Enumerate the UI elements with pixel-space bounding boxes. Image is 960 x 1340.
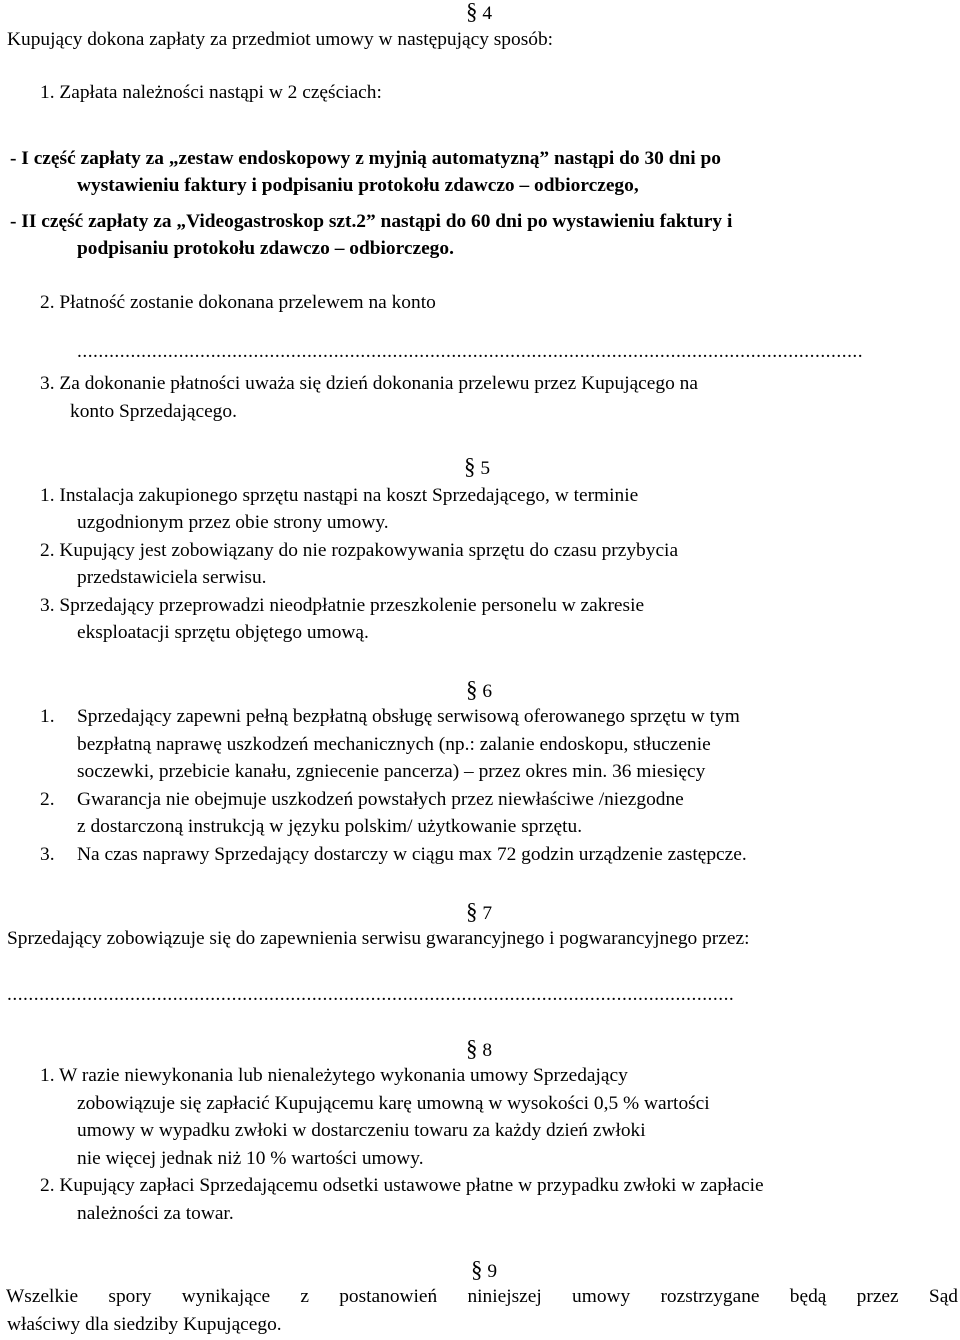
s8-item-1-line-2: zobowiązuje się zapłacić Kupującemu karę umowną w wysokości 0,5 % wartości — [77, 1093, 710, 1114]
s6-item-3-line-1: Na czas naprawy Sprzedający dostarczy w ciągu max 72 godzin urządzenie zastępcze. — [77, 844, 747, 865]
service-provider-placeholder: ........................................................................................................................................ — [7, 985, 735, 1005]
s9-line-1: Wszelkie spory wynikające z postanowień niniejszej umowy rozstrzygane będą przez Sąd — [6, 1286, 958, 1307]
s6-item-1-line-2: bezpłatną naprawę uszkodzeń mechanicznych (np.: zalanie endoskopu, stłuczenie — [77, 734, 711, 755]
s4-dash-1-line-1: - I część zapłaty za „zestaw endoskopowy z myjnią automatyzną” nastąpi do 30 dni po — [10, 148, 721, 169]
s4-dash-2-line-2: podpisaniu protokołu zdawczo – odbiorczego. — [77, 238, 454, 259]
s6-item-2-number: 2. — [40, 789, 55, 810]
s4-item-3-line-1: 3. Za dokonanie płatności uważa się dzień dokonania przelewu przez Kupującego na — [40, 373, 698, 394]
section-number: 4 — [482, 3, 493, 24]
s5-item-3-line-1: 3. Sprzedający przeprowadzi nieodpłatnie przeszkolenie personelu w zakresie — [40, 595, 645, 616]
section-number: 5 — [480, 458, 491, 479]
section-heading-7 — [466, 900, 492, 923]
section-number: 9 — [487, 1261, 498, 1282]
s4-item-2: 2. Płatność zostanie dokonana przelewem na konto — [40, 292, 436, 313]
section-number: 7 — [482, 903, 493, 924]
section-symbol: § — [466, 1036, 478, 1061]
s4-intro: Kupujący dokona zapłaty za przedmiot umowy w następujący sposób: — [7, 29, 554, 50]
s6-item-1-line-1: Sprzedający zapewni pełną bezpłatną obsługę serwisową oferowanego sprzętu w tym — [77, 706, 740, 727]
section-symbol: § — [466, 899, 478, 924]
s4-dash-2-line-1: - II część zapłaty za „Videogastroskop szt.2” nastąpi do 60 dni po wystawieniu faktury i — [10, 211, 733, 232]
s8-item-2-line-2: należności za towar. — [77, 1203, 234, 1224]
s5-item-3-line-2: eksploatacji sprzętu objętego umową. — [77, 622, 369, 643]
section-symbol: § — [466, 677, 478, 702]
s6-item-1-line-3: soczewki, przebicie kanału, zgniecenie pancerza) – przez okres min. 36 miesięcy — [77, 761, 706, 782]
section-heading-4 — [466, 0, 492, 23]
section-heading-9 — [471, 1258, 497, 1281]
account-number-placeholder: ................................................................................................................................................... — [77, 342, 864, 362]
section-heading-5 — [464, 455, 490, 478]
s7-line-1: Sprzedający zobowiązuje się do zapewnienia serwisu gwarancyjnego i pogwarancyjnego przez: — [7, 928, 750, 949]
section-heading-6 — [466, 678, 492, 701]
s8-item-1-line-1: 1. W razie niewykonania lub nienależytego wykonania umowy Sprzedający — [40, 1065, 628, 1086]
s5-item-1-line-1: 1. Instalacja zakupionego sprzętu nastąpi na koszt Sprzedającego, w terminie — [40, 485, 639, 506]
s4-dash-1-line-2: wystawieniu faktury i podpisaniu protokołu zdawczo – odbiorczego, — [77, 175, 639, 196]
s6-item-1-number: 1. — [40, 706, 55, 727]
s8-item-2-line-1: 2. Kupujący zapłaci Sprzedającemu odsetki ustawowe płatne w przypadku zwłoki w zapłacie — [40, 1175, 764, 1196]
section-number: 6 — [482, 681, 493, 702]
section-symbol: § — [464, 454, 476, 479]
section-symbol: § — [466, 0, 478, 24]
s6-item-2-line-2: z dostarczoną instrukcją w języku polskim/ użytkowanie sprzętu. — [77, 816, 583, 837]
s5-item-1-line-2: uzgodnionym przez obie strony umowy. — [77, 512, 389, 533]
s6-item-2-line-1: Gwarancja nie obejmuje uszkodzeń powstałych przez niewłaściwe /niezgodne — [77, 789, 684, 810]
section-symbol: § — [471, 1257, 483, 1282]
s5-item-2-line-1: 2. Kupujący jest zobowiązany do nie rozpakowywania sprzętu do czasu przybycia — [40, 540, 679, 561]
s4-item-3-line-2: konto Sprzedającego. — [70, 401, 237, 422]
s8-item-1-line-4: nie więcej jednak niż 10 % wartości umowy. — [77, 1148, 424, 1169]
section-heading-8 — [466, 1037, 492, 1060]
s5-item-2-line-2: przedstawiciela serwisu. — [77, 567, 267, 588]
section-number: 8 — [482, 1040, 493, 1061]
s6-item-3-number: 3. — [40, 844, 55, 865]
s8-item-1-line-3: umowy w wypadku zwłoki w dostarczeniu towaru za każdy dzień zwłoki — [77, 1120, 646, 1141]
s9-line-2: właściwy dla siedziby Kupującego. — [7, 1314, 282, 1335]
s4-item-1: 1. Zapłata należności nastąpi w 2 częściach: — [40, 82, 382, 103]
